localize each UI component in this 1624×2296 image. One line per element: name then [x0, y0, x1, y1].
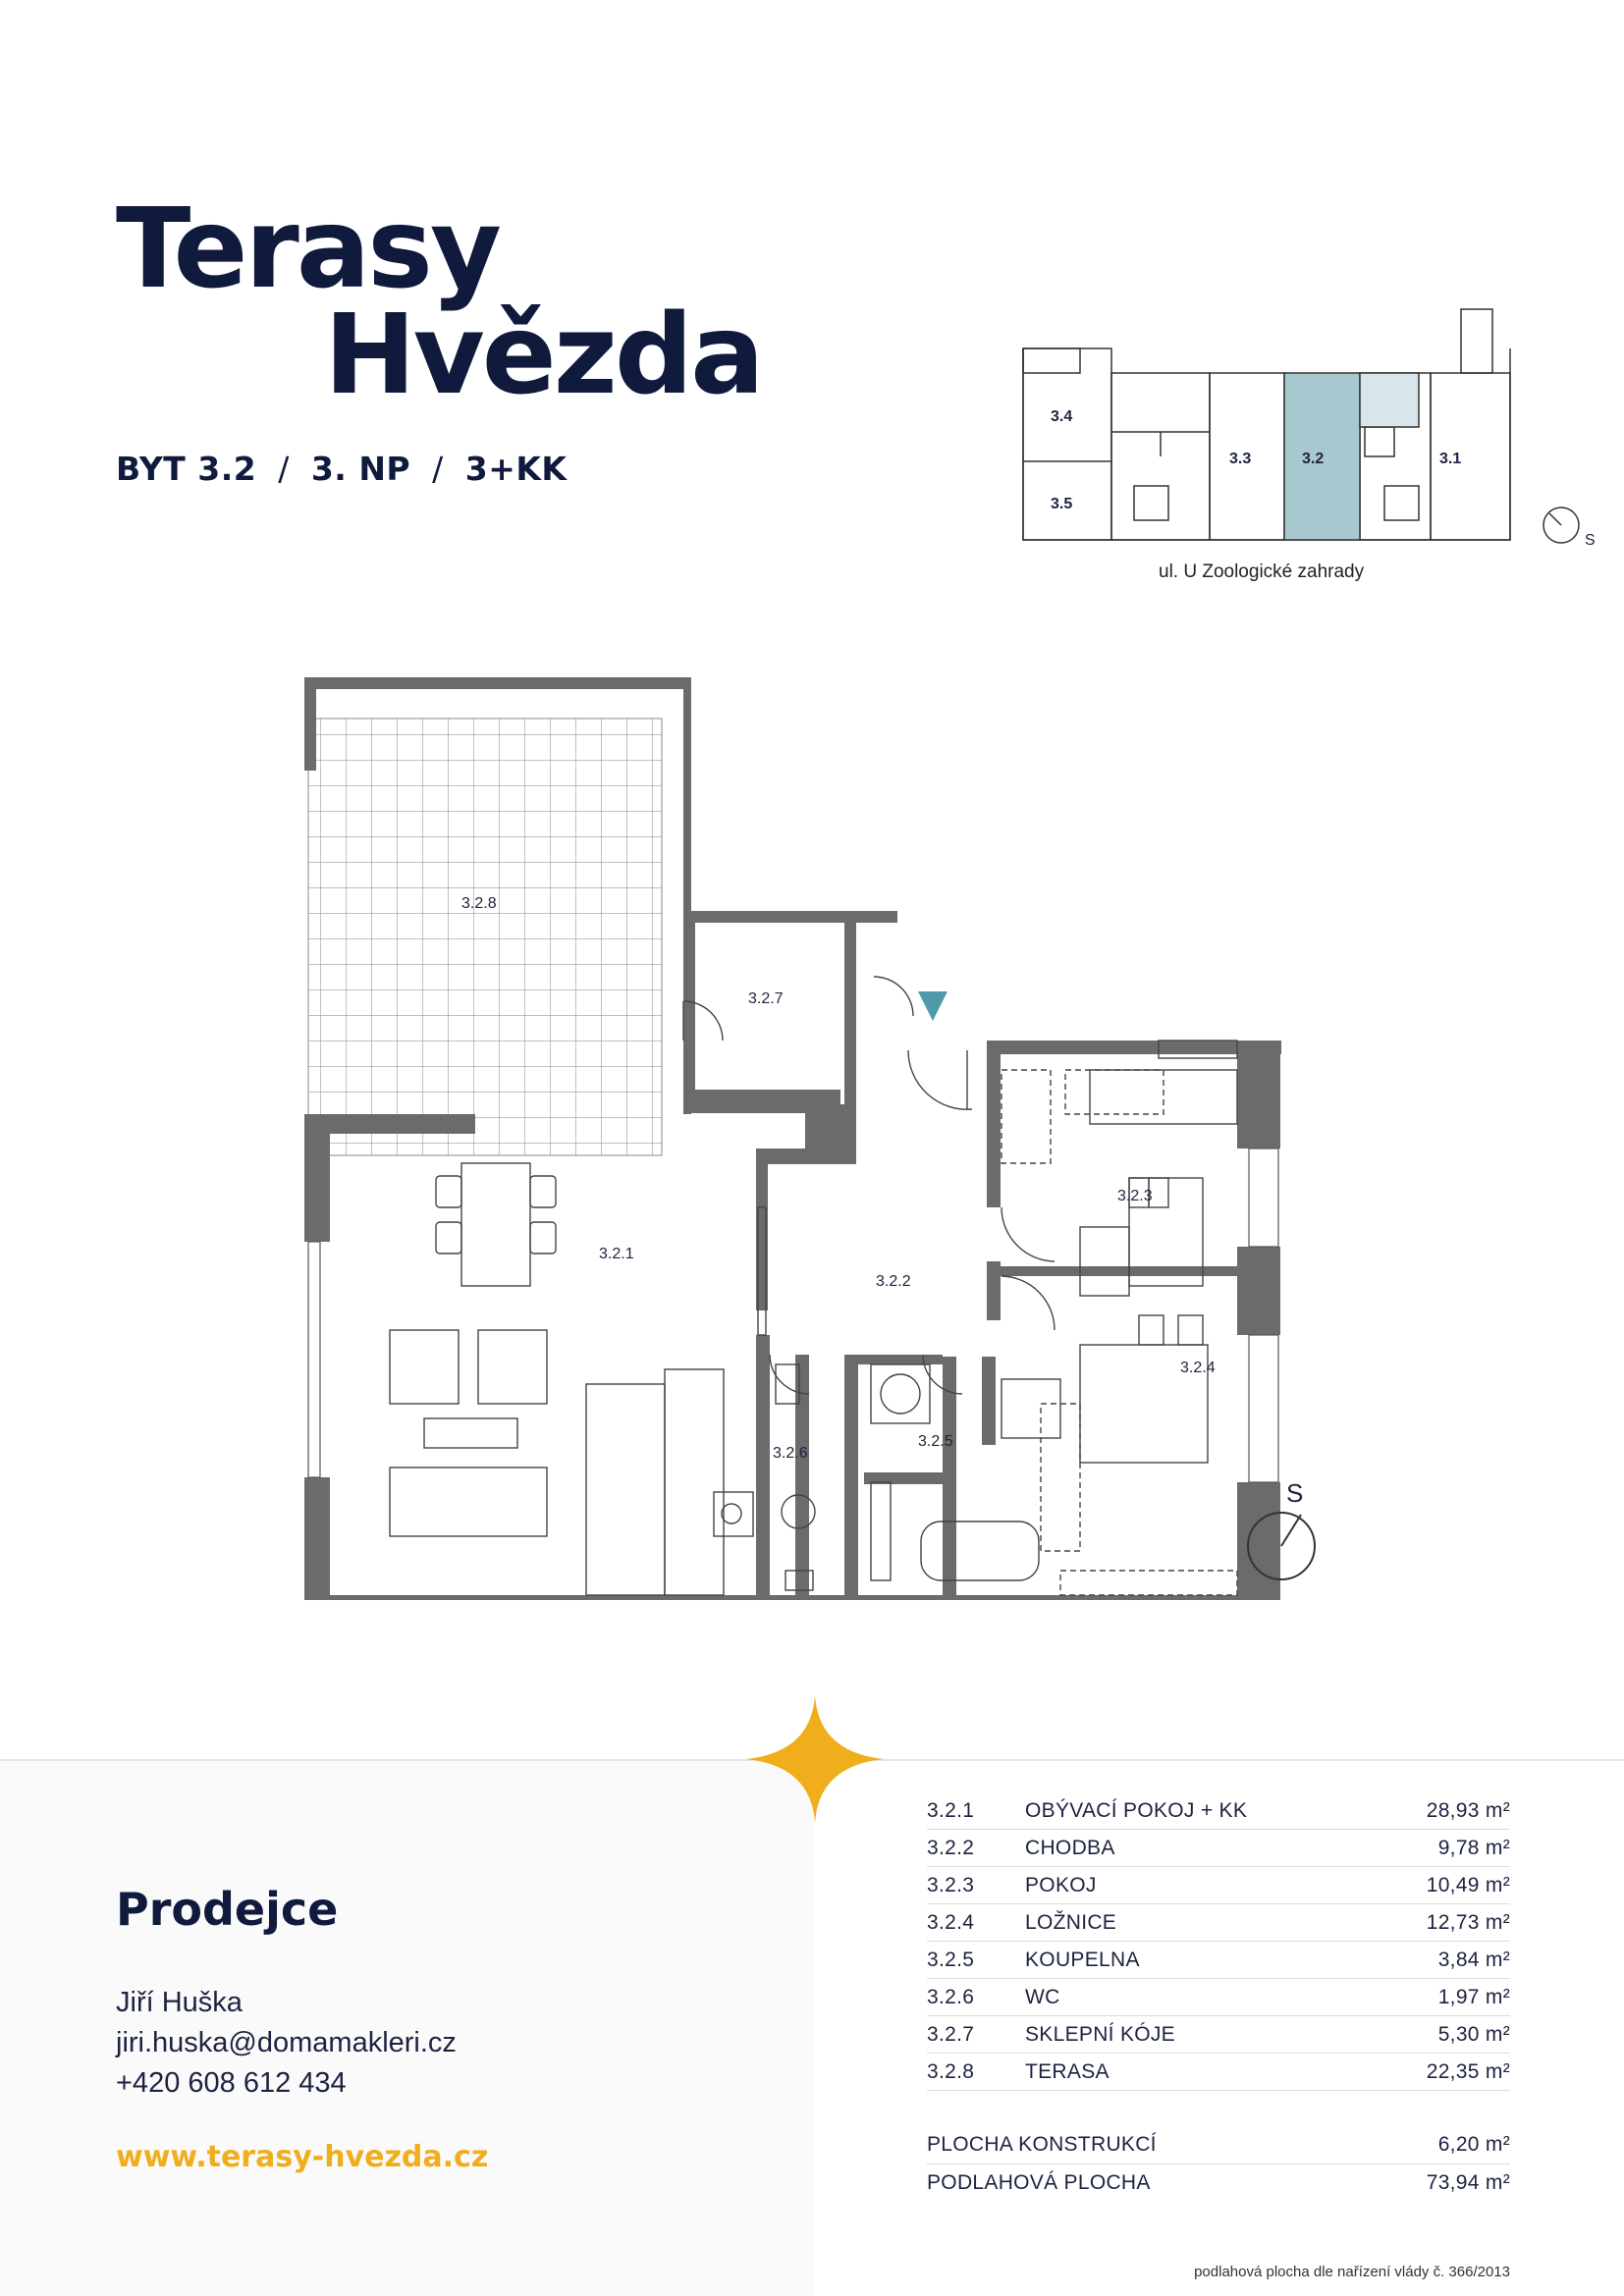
room-row: 3.2.1 OBÝVACÍ POKOJ + KK 28,93 m² — [927, 1792, 1510, 1830]
room-row: 3.2.6 WC 1,97 m² — [927, 1979, 1510, 2016]
compass-label: S — [1286, 1478, 1304, 1508]
keyplan-label-3-5: 3.5 — [1051, 496, 1073, 512]
seller-title: Prodejce — [116, 1883, 339, 1936]
floor-plan — [295, 658, 1375, 1600]
separator: / — [432, 450, 444, 488]
entrance-arrow-icon — [918, 991, 947, 1021]
room-label-3-2-6: 3.2.6 — [773, 1445, 808, 1462]
logo — [116, 186, 762, 419]
separator: / — [278, 450, 290, 488]
keyplan-label-3-2: 3.2 — [1302, 451, 1325, 467]
room-row: 3.2.5 KOUPELNA 3,84 m² — [927, 1942, 1510, 1979]
total-row: PODLAHOVÁ PLOCHA 73,94 m² — [927, 2171, 1510, 2194]
logo-line-1: Terasy — [116, 186, 499, 313]
room-label-3-2-8: 3.2.8 — [461, 895, 497, 912]
room-label-3-2-7: 3.2.7 — [748, 990, 784, 1007]
key-plan — [1011, 299, 1600, 560]
keyplan-label-3-3: 3.3 — [1229, 451, 1252, 467]
room-row: 3.2.7 SKLEPNÍ KÓJE 5,30 m² — [927, 2016, 1510, 2054]
keyplan-label-3-1: 3.1 — [1439, 451, 1462, 467]
room-label-3-2-2: 3.2.2 — [876, 1273, 911, 1290]
totals-table — [927, 2126, 1510, 2202]
room-row: 3.2.2 CHODBA 9,78 m² — [927, 1830, 1510, 1867]
room-label-3-2-4: 3.2.4 — [1180, 1360, 1216, 1376]
seller-contact — [116, 1983, 457, 2104]
floor-number: 3. NP — [310, 450, 411, 488]
sparkle-icon — [746, 1695, 884, 1823]
seller-email[interactable]: jiri.huska@domamakleri.cz — [116, 2027, 457, 2058]
keyplan-compass-label: S — [1585, 532, 1596, 549]
total-row: PLOCHA KONSTRUKCÍ 6,20 m² — [927, 2126, 1510, 2164]
seller-phone[interactable]: +420 608 612 434 — [116, 2067, 347, 2099]
room-label-3-2-3: 3.2.3 — [1117, 1188, 1153, 1204]
terrace-floor — [308, 719, 662, 1155]
seller-name: Jiří Huška — [116, 1987, 243, 2018]
street-name: ul. U Zoologické zahrady — [1159, 561, 1365, 582]
keyplan-label-3-4: 3.4 — [1051, 408, 1073, 425]
room-row: 3.2.4 LOŽNICE 12,73 m² — [927, 1904, 1510, 1942]
logo-line-2: Hvězda — [324, 292, 762, 419]
room-label-3-2-1: 3.2.1 — [599, 1246, 634, 1262]
room-row: 3.2.3 POKOJ 10,49 m² — [927, 1867, 1510, 1904]
unit-number: BYT 3.2 — [116, 450, 257, 488]
footnote: podlahová plocha dle nařízení vlády č. 366/2013 — [1194, 2264, 1510, 2280]
website-link[interactable]: www.terasy-hvezda.cz — [116, 2140, 489, 2174]
room-row: 3.2.8 TERASA 22,35 m² — [927, 2054, 1510, 2091]
unit-subtitle — [116, 450, 568, 488]
unit-layout: 3+KK — [464, 450, 568, 488]
room-label-3-2-5: 3.2.5 — [918, 1433, 953, 1450]
room-table — [927, 1792, 1510, 2091]
